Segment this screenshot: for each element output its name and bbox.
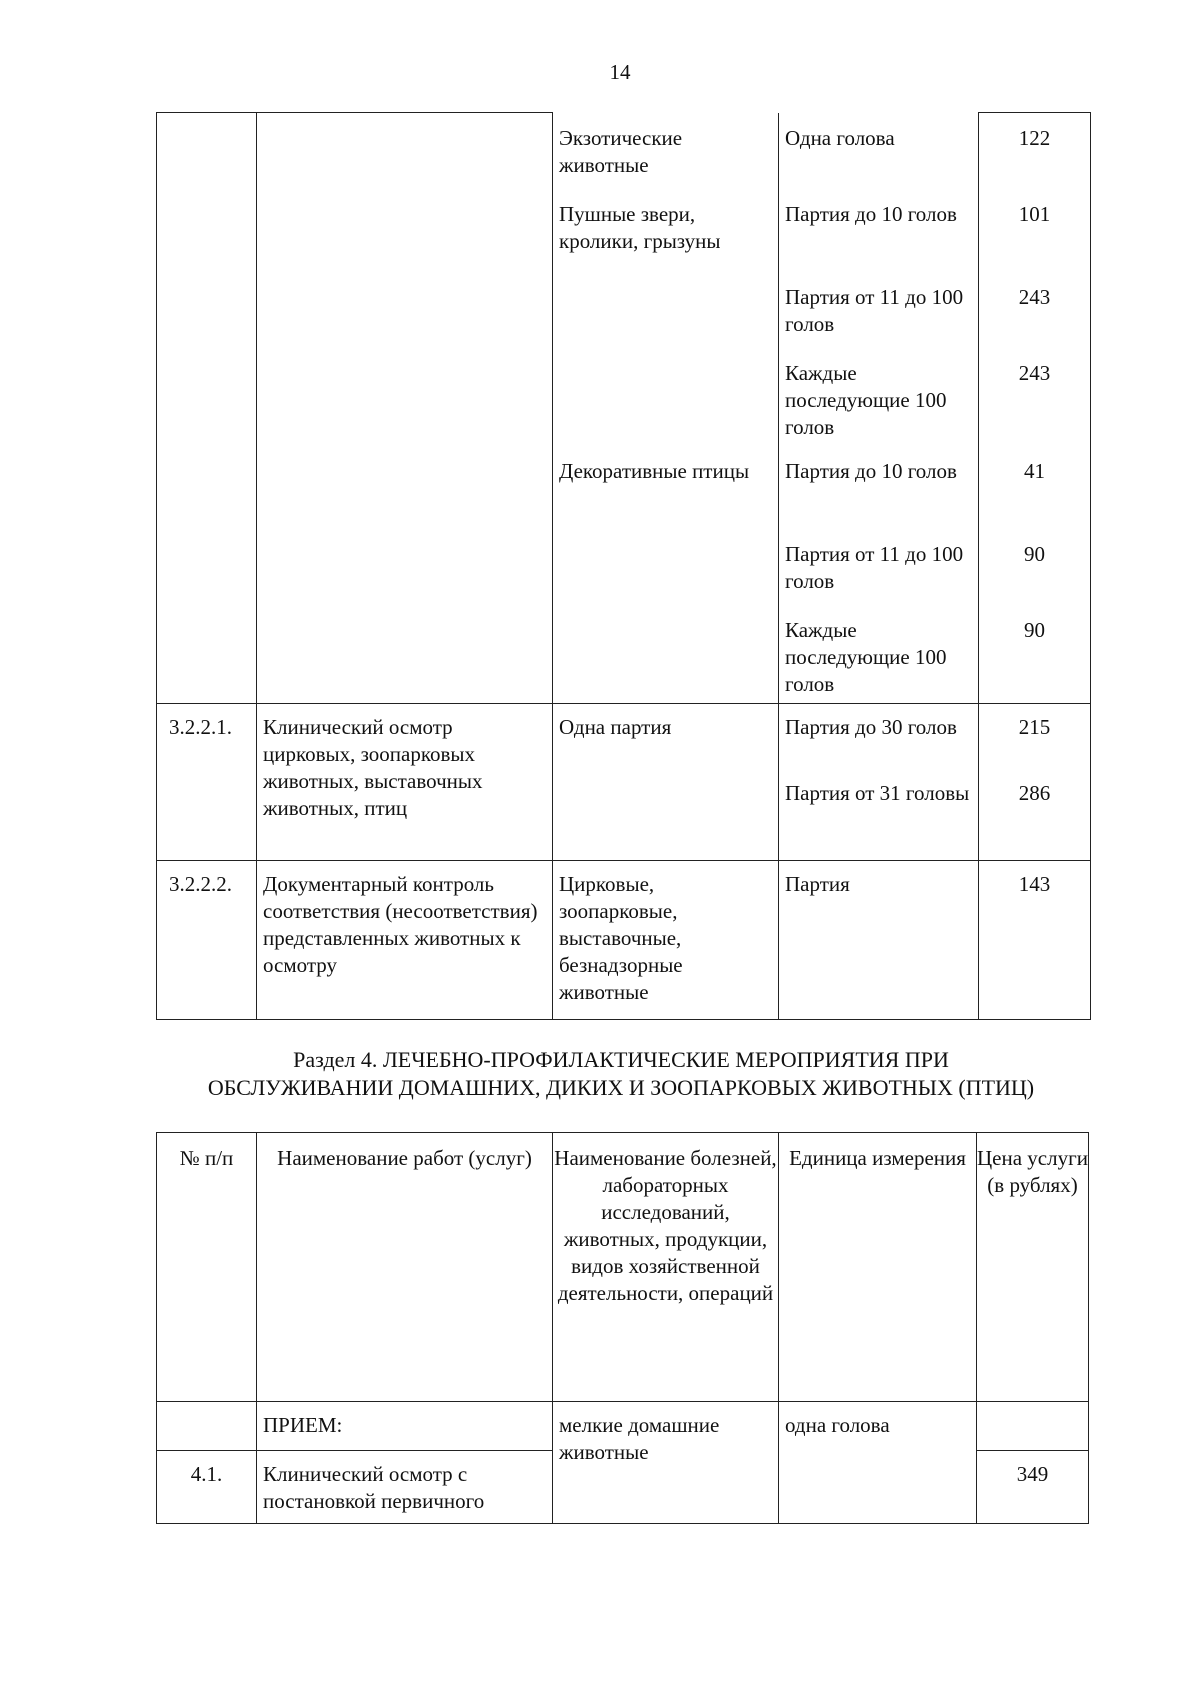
table-header-row <box>157 1133 1089 1402</box>
table-row <box>157 1402 1089 1451</box>
cell-num: 3.2.2.2. <box>157 861 257 1020</box>
cell-object: Декоративные птицы <box>553 446 779 704</box>
header-name: Наименование работ (услуг) <box>257 1133 553 1402</box>
cell-unit: одна голова <box>779 1402 977 1524</box>
cell-unit: Партия до 30 голов <box>779 704 979 781</box>
cell-object: Одна партия <box>553 704 779 861</box>
cell-unit: Партия от 11 до 100 голов <box>779 272 979 348</box>
cell-name: ПРИЕМ: <box>257 1402 553 1451</box>
cell-object: мелкие домашние животные <box>553 1402 779 1524</box>
tariff-table-continued <box>156 112 1091 1020</box>
cell-name: Клинический осмотр с постановкой первичного <box>257 1451 553 1524</box>
cell-unit: Партия от 31 головы <box>779 780 979 861</box>
cell-name-empty <box>257 113 553 704</box>
cell-unit: Одна голова <box>779 113 979 189</box>
header-object: Наименование болезней, лабораторных исследований, животных, продукции, видов хозяйственной деятельности, операций <box>553 1133 779 1402</box>
cell-price <box>977 1402 1089 1451</box>
cell-name: Документарный контроль соответствия (несоответствия) представленных животных к осмотру <box>257 861 553 1020</box>
cell-num <box>157 1402 257 1451</box>
cell-name: Клинический осмотр цирковых, зоопарковых животных, выставочных животных, птиц <box>257 704 553 861</box>
table-row <box>157 704 1091 781</box>
cell-price: 101 <box>979 189 1091 272</box>
header-price: Цена услуги (в рублях) <box>977 1133 1089 1402</box>
cell-price: 215 <box>979 704 1091 781</box>
header-unit: Единица измерения <box>779 1133 977 1402</box>
cell-price: 143 <box>979 861 1091 1020</box>
cell-price: 90 <box>979 529 1091 605</box>
cell-price: 243 <box>979 272 1091 348</box>
section-heading <box>156 1046 1086 1102</box>
cell-price: 286 <box>979 780 1091 861</box>
cell-unit: Партия до 10 голов <box>779 189 979 272</box>
cell-unit: Партия от 11 до 100 голов <box>779 529 979 605</box>
cell-object: Пушные звери, кролики, грызуны <box>553 189 779 446</box>
cell-price: 41 <box>979 446 1091 529</box>
table-row <box>157 861 1091 1020</box>
cell-price: 349 <box>977 1451 1089 1524</box>
page-number: 14 <box>609 60 631 84</box>
cell-object: Цирковые, зоопарковые, выставочные, безнадзорные животные <box>553 861 779 1020</box>
cell-object: Экзотические животные <box>553 113 779 189</box>
cell-price: 243 <box>979 348 1091 446</box>
cell-price: 90 <box>979 605 1091 704</box>
cell-price: 122 <box>979 113 1091 189</box>
cell-unit: Каждые последующие 100 голов <box>779 605 979 704</box>
table-row <box>157 113 1091 189</box>
section-heading-line: Раздел 4. ЛЕЧЕБНО-ПРОФИЛАКТИЧЕСКИЕ МЕРОПРИЯТИЯ ПРИ <box>293 1047 949 1072</box>
cell-num-empty <box>157 113 257 704</box>
cell-num: 4.1. <box>157 1451 257 1524</box>
cell-unit: Каждые последующие 100 голов <box>779 348 979 446</box>
header-num: № п/п <box>157 1133 257 1402</box>
cell-num: 3.2.2.1. <box>157 704 257 861</box>
tariff-table-section-4 <box>156 1132 1089 1524</box>
section-heading-line: ОБСЛУЖИВАНИИ ДОМАШНИХ, ДИКИХ И ЗООПАРКОВЫХ ЖИВОТНЫХ (ПТИЦ) <box>207 1075 1035 1100</box>
cell-unit: Партия <box>779 861 979 1020</box>
cell-unit: Партия до 10 голов <box>779 446 979 529</box>
